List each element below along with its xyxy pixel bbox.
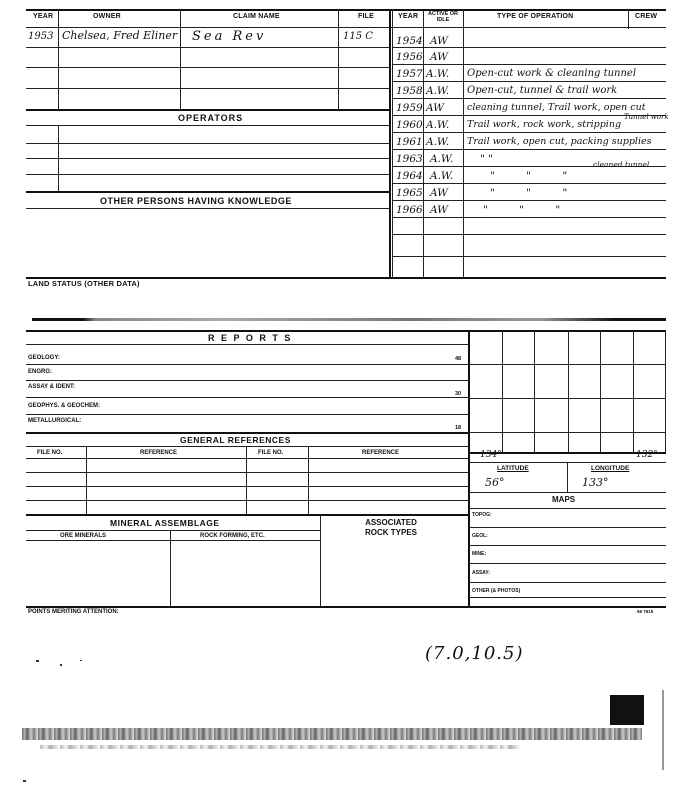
report-geology: GEOLOGY: [28, 355, 60, 361]
claim-name: Sea Rev [192, 29, 267, 44]
header-file: FILE [358, 13, 374, 20]
op-year: 1965 [396, 187, 423, 199]
report-geophys: GEOPHYS. & GEOCHEM: [28, 403, 101, 409]
longitude-label: LONGITUDE [591, 465, 630, 472]
op-status: AW [426, 102, 444, 114]
rock-forming-label: ROCK FORMING, ETC. [200, 533, 265, 539]
map-assay: ASSAY: [472, 570, 491, 576]
op-status: AW [430, 51, 448, 63]
reports-title: R E P O R T S [208, 333, 293, 343]
header-claim-name: CLAIM NAME [233, 13, 280, 20]
map-geol: GEOL: [472, 533, 488, 539]
ref-file-no-2: FILE NO. [258, 450, 284, 456]
op-status: AW [430, 187, 448, 199]
op-status: AW [430, 35, 448, 47]
op-type: " " [480, 153, 493, 165]
longitude-value: 133° [582, 476, 609, 489]
map-other: OTHER (& PHOTOS) [472, 588, 521, 594]
op-type: cleaning tunnel, Trail work, open cut [467, 102, 646, 113]
owner-name: Chelsea, Fred Eliner [62, 29, 178, 42]
op-type: Trail work, rock work, stripping [467, 119, 622, 130]
map-mine: MINE: [472, 551, 487, 557]
report-metallurgical: METALLURGICAL: [28, 418, 82, 424]
op-year: 1960 [396, 119, 423, 131]
report-engrg: ENGRG: [28, 369, 52, 375]
report-assay: ASSAY & IDENT: [28, 384, 76, 390]
ref-reference-2: REFERENCE [362, 450, 400, 456]
op-year: 1963 [396, 153, 423, 165]
other-persons-title: OTHER PERSONS HAVING KNOWLEDGE [100, 196, 292, 206]
op-type: " " " [490, 187, 582, 199]
op-year: 1954 [396, 35, 423, 47]
op-type: Open-cut work & cleaning tunnel [467, 68, 637, 79]
op-status: A.W. [426, 136, 450, 148]
header-year: YEAR [33, 13, 54, 20]
latitude-value: 56° [485, 476, 505, 489]
ore-minerals-label: ORE MINERALS [60, 533, 107, 539]
op-note-cleaned-tunnel: cleaned tunnel [593, 160, 650, 169]
op-type: " " " [490, 170, 582, 182]
coordinates-note: (7.0,10.5) [425, 643, 524, 664]
header-active-idle: ACTIVE OR IDLE [428, 11, 458, 23]
op-status: AW [430, 204, 448, 216]
ref-file-no: FILE NO. [37, 450, 63, 456]
associated-rock-types-title: ASSOCIATED ROCK TYPES [364, 518, 417, 537]
op-year: 1964 [396, 170, 423, 182]
op-note-tunnel-work: Tunnel work [624, 113, 669, 121]
op-type: Open-cut, tunnel & trail work [467, 85, 618, 96]
ref-reference: REFERENCE [140, 450, 178, 456]
owner-year: 1953 [28, 31, 54, 42]
op-year: 1956 [396, 51, 423, 63]
report-assay-num: 30 [455, 391, 462, 397]
op-year: 1959 [396, 102, 423, 114]
maps-title: MAPS [552, 495, 576, 504]
latitude-label: LATITUDE [497, 465, 529, 472]
op-year: 1961 [396, 136, 423, 148]
grid-left-longitude: 134° [480, 450, 502, 460]
op-status: A.W. [426, 85, 450, 97]
op-year: 1966 [396, 204, 423, 216]
header-owner: OWNER [93, 13, 121, 20]
op-year: 1957 [396, 68, 423, 80]
mineral-assemblage-title: MINERAL ASSEMBLAGE [110, 518, 220, 528]
file-number: 115 C [343, 31, 373, 42]
header-year-2: YEAR [398, 13, 419, 20]
operators-title: OPERATORS [178, 113, 244, 123]
land-status-label: LAND STATUS (OTHER DATA) [28, 279, 140, 288]
map-topog: TOPOG: [472, 512, 492, 518]
op-status: A.W. [426, 119, 450, 131]
scan-smudge [32, 318, 666, 321]
grid-right-longitude: 132° [636, 450, 658, 460]
report-metallurgical-num: 18 [455, 425, 462, 431]
report-geology-num: 48 [455, 356, 462, 362]
op-status: A.W. [430, 153, 454, 165]
op-year: 1958 [396, 85, 423, 97]
op-type: Trail work, open cut, packing supplies [467, 136, 652, 147]
points-meriting-attention: POINTS MERITING ATTENTION: [28, 609, 119, 615]
header-crew: CREW [635, 13, 658, 20]
op-type: " " " [483, 204, 575, 216]
op-status: A.W. [426, 68, 450, 80]
form-number: 59 7615 [637, 609, 654, 614]
header-type-of-operation: TYPE OF OPERATION [497, 13, 574, 20]
op-status: A.W. [430, 170, 454, 182]
general-references-title: GENERAL REFERENCES [180, 435, 291, 445]
